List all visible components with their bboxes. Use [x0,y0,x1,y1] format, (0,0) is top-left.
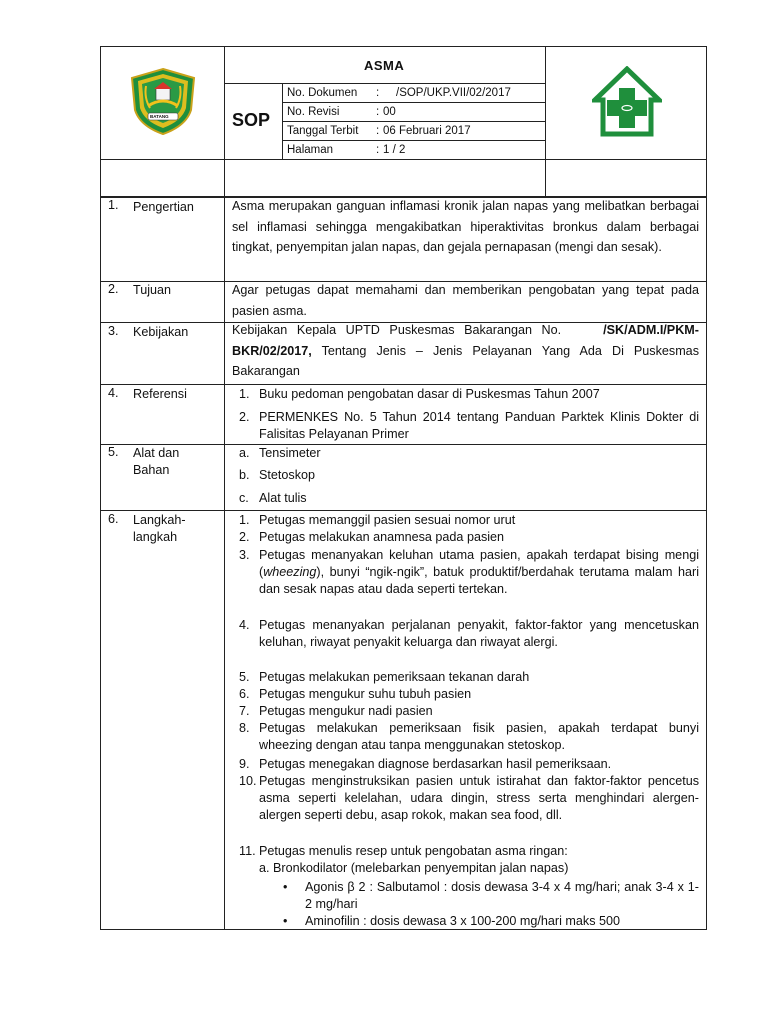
section-label-line-2: Bahan [133,463,170,477]
list-item-number: 4. [239,618,250,632]
list-item-number: 9. [239,757,250,771]
list-item [239,617,699,651]
section-label-tujuan: Tujuan [133,283,172,297]
list-item-letter: c. [239,491,249,505]
list-item-text: Petugas menegakan diagnose berdasarkan hasil pemeriksaan. [259,757,612,771]
list-item-text: Buku pedoman pengobatan dasar di Puskesmas Tahun 2007 [259,387,600,401]
list-item-text: Stetoskop [259,468,316,482]
bullet-item-text: Agonis β 2 : Salbutamol : dosis dewasa 3-4 x 4 mg/hari; anak 3-4 x 1-2 mg/hari [305,880,699,911]
list-item-number: 8. [239,721,250,735]
list-item-text: Tensimeter [259,446,321,460]
list-item [239,512,699,529]
sub-item-text: a. Bronkodilator (melebarkan penyempitan jalan napas) [259,861,569,875]
bullet-icon: • [283,880,288,894]
section-label-line-2: langkah [133,530,178,544]
meta-sep-page: : [376,144,380,156]
district-emblem-icon [128,66,198,136]
list-item [239,686,699,703]
meta-sep-date: : [376,125,380,137]
sub-item-bronkodilator [259,860,699,877]
kebijakan-text [232,320,699,382]
list-item-text: Petugas memanggil pasien sesuai nomor urut [259,513,516,527]
meta-label-rev: No. Revisi [287,106,340,118]
bullet-item-text: Aminofilin : dosis dewasa 3 x 100-200 mg/hari maks 500 [305,914,621,928]
list-item-letter: b. [239,468,250,482]
list-item-number: 10. [239,774,257,788]
bullet-item [283,879,699,913]
list-item-text: Petugas mengukur nadi pasien [259,704,433,718]
section-number-4: 4. [108,386,119,400]
list-item-text: PERMENKES No. 5 Tahun 2014 tentang Panduan Parktek Klinis Dokter di Falisitas Pelayanan Primer [259,410,699,441]
list-item [239,467,699,484]
list-item-text: Petugas melakukan pemeriksaan fisik pasien, apakah terdapat bunyi wheezing dengan atau tanpa menggunakan stetoskop. [259,721,699,752]
pengertian-text: Asma merupakan ganguan inflamasi kronik jalan napas yang melibatkan berbagai sel inflamasi sehingga mengakibatkan hiperaktivitas bronkus dalam berbagai tingkat, penyempitan jalan napas, dan gejala pernapasan (mengi dan sesak). [232,199,699,254]
list-item [239,843,699,860]
meta-label-date: Tanggal Terbit [287,125,359,137]
section-label-referensi: Referensi [133,387,187,401]
list-item-text: Petugas menginstruksikan pasien untuk istirahat dan faktor-faktor pencetus asma seperti kelelahan, udara dingin, stress serta menghindari alergen-alergen seperti debu, asap rokok, makan sea food, dll. [259,774,699,822]
section-number-5: 5. [108,445,119,459]
list-item-text: Petugas melakukan pemeriksaan tekanan darah [259,670,530,684]
list-item-text-a: Petugas menanyakan keluhan utama pasien, apakah terdapat bising mengi ( [259,548,699,579]
section-label-alat [133,445,179,479]
meta-label-doc: No. Dokumen [287,87,358,99]
list-item-letter: a. [239,446,250,460]
list-item [239,490,699,507]
section-number-6: 6. [108,512,119,526]
meta-sep-doc: : [376,87,380,99]
list-item-text: Petugas menulis resep untuk pengobatan asma ringan: [259,844,568,858]
list-item-text: Alat tulis [259,491,307,505]
list-item-number: 3. [239,548,250,562]
kebijakan-text-a: Kebijakan Kepala UPTD Puskesmas Bakarangan No. [232,323,562,337]
list-item [239,703,699,720]
section-label-kebijakan: Kebijakan [133,325,189,339]
kebijakan-number-b: BKR/02/2017, [232,343,312,358]
section-label-line-1: Alat dan [133,446,180,460]
meta-value-doc: /SOP/UKP.VII/02/2017 [396,87,511,99]
kebijakan-number-a: /SK/ADM.I/PKM- [603,323,699,337]
list-item [239,547,699,598]
meta-label-page: Halaman [287,144,334,156]
list-item-text: Petugas melakukan anamnesa pada pasien [259,530,505,544]
section-label-langkah [133,512,186,546]
list-item [239,409,699,443]
list-item [239,773,699,824]
meta-value-page: 1 / 2 [383,144,406,156]
list-item-number: 2. [239,530,250,544]
section-label-line-1: Langkah- [133,513,186,527]
section-number-3: 3. [108,324,119,338]
tujuan-text: Agar petugas dapat memahami dan memberikan pengobatan yang tepat pada pasien asma. [232,283,699,318]
list-item-text: Petugas mengukur suhu tubuh pasien [259,687,472,701]
list-item [239,386,699,403]
list-item-number: 2. [239,410,250,424]
bullet-item [283,913,699,929]
list-item [239,445,699,462]
meta-sep-rev: : [376,106,380,118]
section-number-1: 1. [108,198,119,212]
section-number-2: 2. [108,282,119,296]
list-item-number: 11. [239,844,256,858]
document-title: ASMA [364,58,405,73]
list-item-text-b: ), bunyi “ngik-ngik”, batuk produktif/berdahak terutama malam hari dan sesak napas atau dada seperti tertekan. [259,565,699,596]
list-item-emphasis: wheezing [263,565,317,579]
section-label-pengertian: Pengertian [133,200,194,214]
list-item-number: 6. [239,687,250,701]
list-item [239,756,699,773]
list-item [239,669,699,686]
list-item-text: Petugas menanyakan perjalanan penyakit, faktor-faktor yang mencetuskan keluhan, riwayat penyakit keluarga dan riwayat alergi. [259,618,699,649]
list-item-text [259,547,699,598]
list-item [239,720,699,754]
bullet-icon: • [283,914,288,928]
kebijakan-text-d: Tentang Jenis – Jenis Pelayanan Yang Ada Di Puskesmas Bakarangan [232,343,699,378]
list-item-number: 7. [239,704,250,718]
list-item-number: 1. [239,513,250,527]
puskesmas-cross-house-icon [592,66,662,138]
meta-value-date: 06 Februari 2017 [383,125,471,137]
sop-label: SOP [232,110,271,130]
meta-value-rev: 00 [383,106,396,118]
list-item-number: 5. [239,670,250,684]
list-item-number: 1. [239,387,250,401]
list-item [239,529,699,546]
emblem-banner-text: BATANG [150,114,169,119]
